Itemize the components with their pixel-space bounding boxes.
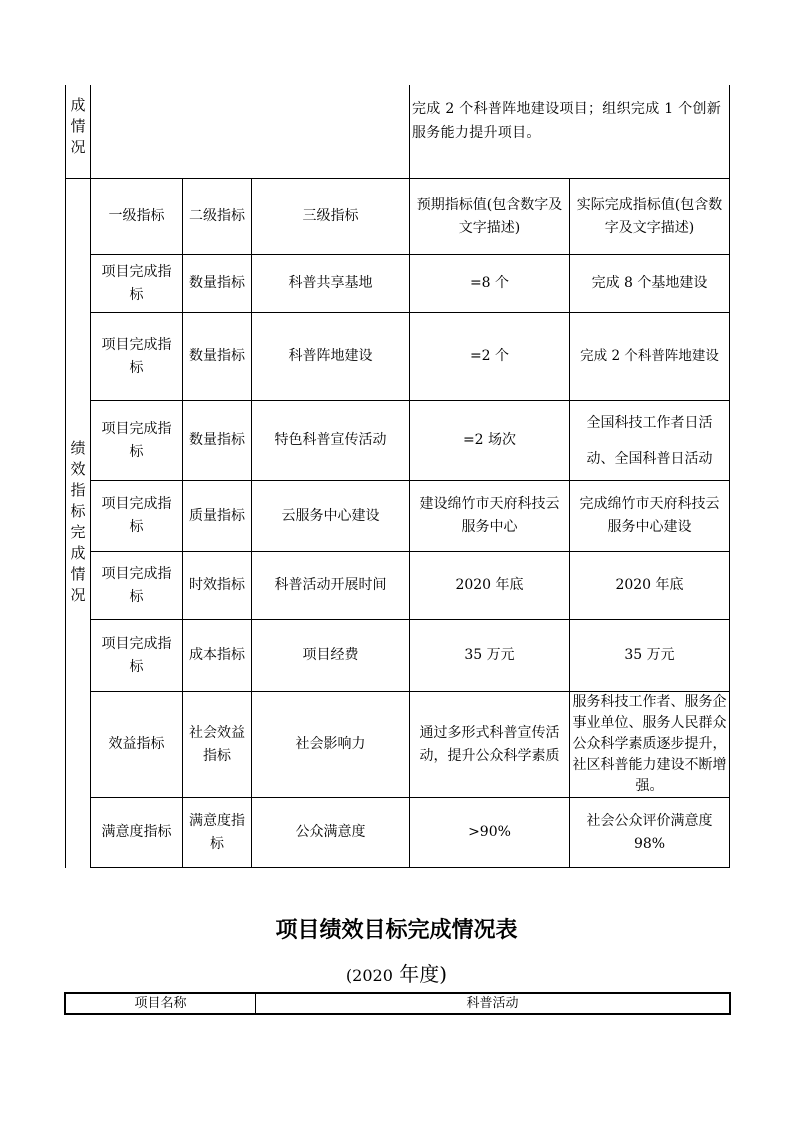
row-4-expected: 2020 年底: [455, 577, 524, 593]
row-5-expected: 35 万元: [464, 647, 515, 663]
row-4-level1: 项目完成指标: [101, 565, 172, 605]
row-6-level2: 社会效益指标: [189, 724, 245, 764]
row-6-level3: 社会影响力: [295, 736, 366, 752]
row-2-actual: 全国科技工作者日活动、全国科普日活动: [586, 414, 713, 467]
row-5-level2: 成本指标: [189, 647, 245, 663]
row-4-actual: 2020 年底: [615, 577, 684, 593]
row-7-actual: 社会公众评价满意度 98%: [586, 812, 713, 852]
header-level2: 二级指标: [189, 208, 245, 224]
year-open: (2020: [345, 966, 393, 985]
row-1-level2: 数量指标: [189, 348, 245, 364]
row-0-actual: 完成 8 个基地建设: [591, 275, 708, 291]
completion-status-label: 成情况: [70, 96, 86, 156]
completion-status-text: 完成 2 个科普阵地建设项目；组织完成 1 个创新服务能力提升项目。: [412, 101, 722, 141]
row-2-expected: =2 场次: [462, 432, 517, 448]
row-0-level2: 数量指标: [189, 275, 245, 291]
row-3-level1: 项目完成指标: [101, 496, 172, 535]
row-5-level1: 项目完成指标: [101, 635, 172, 675]
row-7-level1: 满意度指标: [101, 824, 172, 840]
row-1-expected: =2 个: [469, 348, 510, 364]
row-2-level3: 特色科普宣传活动: [274, 432, 387, 448]
header-level3: 三级指标: [302, 208, 359, 224]
row-6-actual: 服务科技工作者、服务企事业单位、服务人民群众公众科学素质逐步提升，社区科普能力建设不断增强。: [572, 694, 727, 794]
page-title: 项目绩效目标完成情况表: [275, 917, 518, 943]
project-name-value: 科普活动: [466, 996, 519, 1011]
row-3-actual: 完成绵竹市天府科技云服务中心建设: [579, 496, 720, 535]
header-level1: 一级指标: [108, 208, 165, 224]
row-0-level3: 科普共享基地: [288, 275, 373, 291]
row-3-level2: 质量指标: [189, 507, 245, 524]
performance-section-label: 绩效指标完成情况: [70, 439, 86, 604]
header-expected: 预期指标值(包含数字及文字描述): [416, 196, 563, 236]
row-7-expected: >90%: [468, 824, 511, 840]
row-7-level2: 满意度指标: [189, 812, 245, 852]
row-4-level2: 时效指标: [189, 577, 245, 593]
row-5-actual: 35 万元: [624, 647, 675, 663]
row-0-expected: =8 个: [469, 275, 510, 291]
row-1-level3: 科普阵地建设: [288, 348, 373, 364]
row-7-level3: 公众满意度: [295, 824, 366, 840]
row-1-actual: 完成 2 个科普阵地建设: [580, 348, 719, 364]
row-6-level1: 效益指标: [108, 736, 165, 752]
project-name-label: 项目名称: [134, 996, 187, 1011]
row-4-level3: 科普活动开展时间: [274, 577, 387, 593]
row-2-level2: 数量指标: [189, 432, 245, 448]
row-3-level3: 云服务中心建设: [281, 507, 380, 524]
row-1-level1: 项目完成指标: [101, 336, 172, 376]
header-actual: 实际完成指标值(包含数字及文字描述): [576, 196, 723, 236]
row-6-expected: 通过多形式科普宣传活动，提升公众科学素质: [419, 724, 560, 764]
year-subtitle: [0, 958, 793, 987]
row-0-level1: 项目完成指标: [101, 263, 172, 303]
row-5-level3: 项目经费: [302, 647, 359, 663]
row-2-level1: 项目完成指标: [101, 420, 172, 460]
year-word: 年度): [392, 962, 448, 986]
row-3-expected: 建设绵竹市天府科技云服务中心: [419, 496, 560, 535]
